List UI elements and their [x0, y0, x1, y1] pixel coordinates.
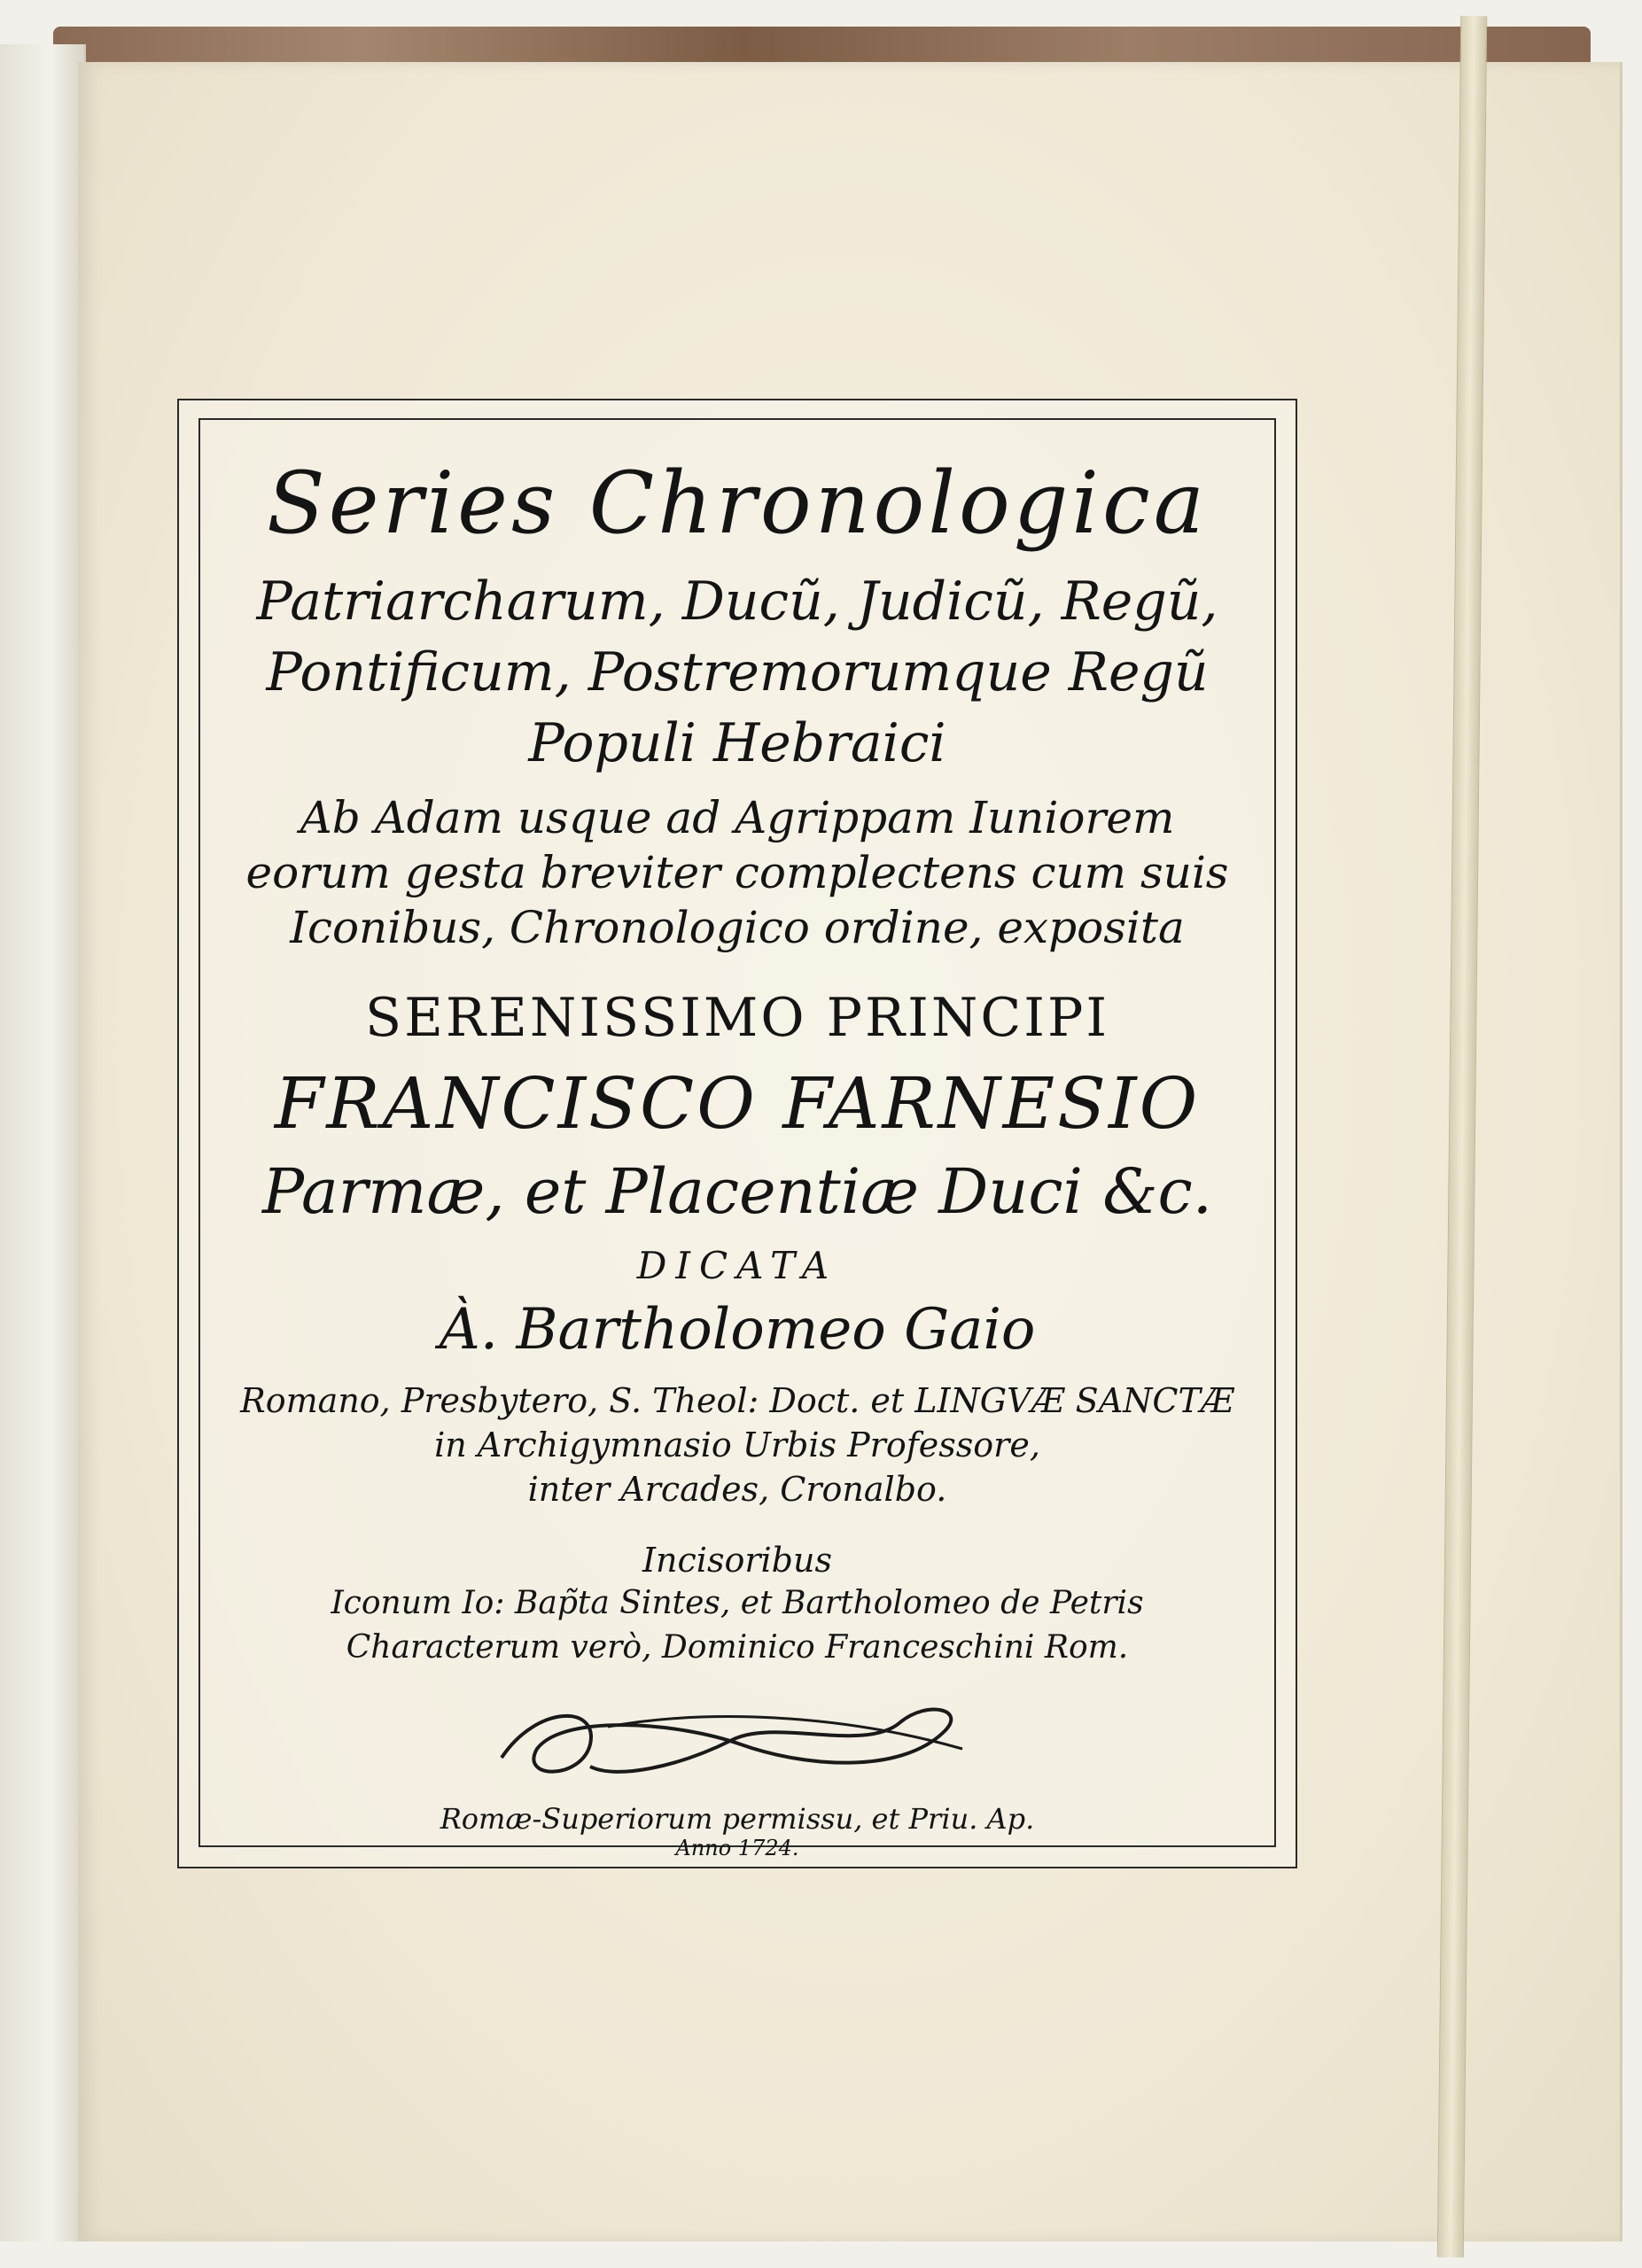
description-line-1: Ab Adam usque ad Agrippam Iuniorem	[300, 792, 1175, 843]
description-line-2: eorum gesta breviter complectens cum suis	[245, 847, 1229, 898]
title: Series Chronologica	[266, 454, 1208, 553]
calligraphic-flourish	[484, 1696, 980, 1793]
imprint-line: Romæ-Superiorum permissu, et Priu. Ap.	[440, 1802, 1035, 1836]
author-description-3: inter Arcades, Cronalbo.	[527, 1470, 947, 1509]
subtitle-line-3: Populi Hebraici	[528, 712, 946, 774]
subtitle-line-1: Patriarcharum, Ducũ, Judicũ, Regũ,	[256, 571, 1218, 633]
dedicatee-line-2: FRANCISCO FARNESIO	[274, 1062, 1201, 1145]
author-description-2: in Archigymnasio Urbis Professore,	[434, 1425, 1040, 1464]
author-description-1: Romano, Presbytero, S. Theol: Doct. et LINGVÆ SANCTÆ	[240, 1381, 1234, 1420]
imprint-year: Anno 1724.	[675, 1836, 799, 1860]
dedicatee-line-1: SERENISSIMO PRINCIPI	[364, 987, 1110, 1049]
author-name: À. Bartholomeo Gaio	[439, 1297, 1036, 1363]
dedicatee-line-3: Parmæ, et Placentiæ Duci &c.	[262, 1155, 1212, 1228]
plate-inner-border	[198, 418, 1276, 1860]
engravers-label: Incisoribus	[642, 1541, 832, 1580]
subtitle-line-2: Pontificum, Postremorumque Regũ	[266, 641, 1209, 703]
engravers-line-2: Characterum verò, Dominico Franceschini Rom.	[346, 1629, 1129, 1666]
engravers-line-1: Iconum Io: Bap̃ta Sintes, et Bartholomeo de Petris	[331, 1585, 1144, 1621]
left-page-edge	[0, 44, 86, 2241]
engraved-title-plate	[177, 399, 1297, 1868]
dicata: DICATA	[636, 1244, 838, 1287]
description-line-3: Iconibus, Chronologico ordine, exposita	[290, 902, 1185, 953]
